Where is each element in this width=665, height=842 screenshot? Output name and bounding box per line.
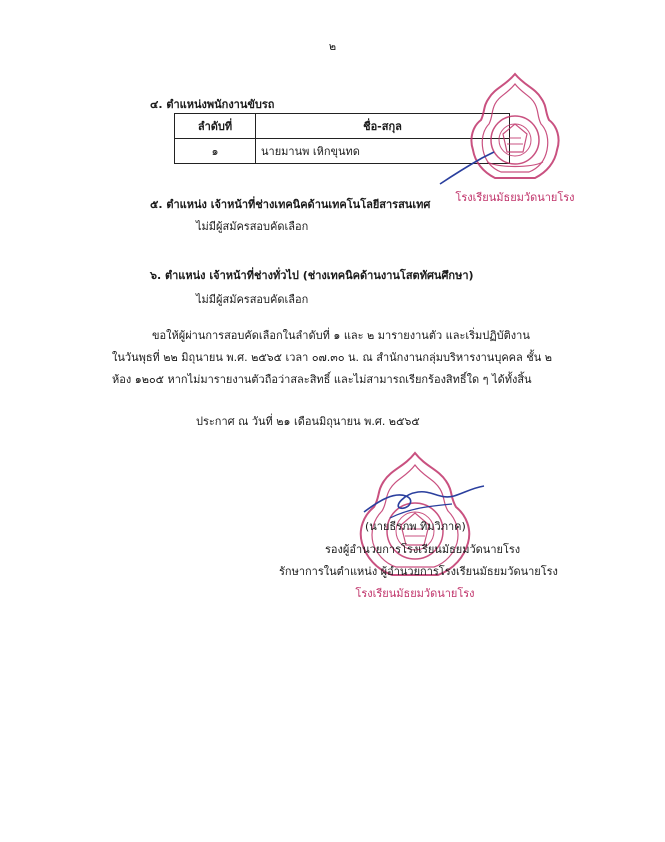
announcement-date: ประกาศ ณ วันที่ ๒๑ เดือนมิถุนายน พ.ศ. ๒๕๖๕ [196,415,420,428]
signatory-name: (นายธีรภพ ทิมวิภาค) [365,520,466,533]
section-4-heading: ๔. ตำแหน่งพนักงานขับรถ [150,98,275,111]
cell-name: นายมานพ เหิกขุนทด [256,139,510,164]
paragraph-line-1: ขอให้ผู้ผ่านการสอบคัดเลือกในลำดับที่ ๑ และ ๒ มารายงานตัว และเริ่มปฏิบัติงาน [152,329,530,342]
cell-order: ๑ [175,139,256,164]
seal-top-text: โรงเรียนมัธยมวัดนายโรง [455,191,575,204]
section-5-heading: ๕. ตำแหน่ง เจ้าหน้าที่ช่างเทคนิคด้านเทคโนโลยีสารสนเทศ [150,198,431,211]
signatory-acting: รักษาการในตำแหน่ง ผู้อำนวยการโรงเรียนมัธยมวัดนายโรง [279,565,558,578]
page-number: ๒ [328,40,337,53]
column-header-order: ลำดับที่ [175,114,256,139]
column-header-name: ชื่อ-สกุล [256,114,510,139]
paragraph-line-2: ในวันพุธที่ ๒๒ มิถุนายน พ.ศ. ๒๕๖๕ เวลา ๐๗.๓๐ น. ณ สำนักงานกลุ่มบริหารงานบุคคล ชั้น ๒ [112,351,552,364]
paragraph-line-3: ห้อง ๑๒๐๕ หากไม่มารายงานตัวถือว่าสละสิทธิ์ และไม่สามารถเรียกร้องสิทธิ์ใด ๆ ได้ทั้งสิ้น [112,373,532,386]
pen-stroke [438,148,498,188]
section-6-heading: ๖. ตำแหน่ง เจ้าหน้าที่ช่างทั่วไป (ช่างเทคนิคด้านงานโสตทัศนศึกษา) [150,269,474,282]
section-5-note: ไม่มีผู้สมัครสอบคัดเลือก [196,220,309,233]
section-6-note: ไม่มีผู้สมัครสอบคัดเลือก [196,293,309,306]
seal-bottom-text: โรงเรียนมัธยมวัดนายโรง [355,587,475,600]
signatory-position: รองผู้อำนวยการโรงเรียนมัธยมวัดนายโรง [325,543,521,556]
